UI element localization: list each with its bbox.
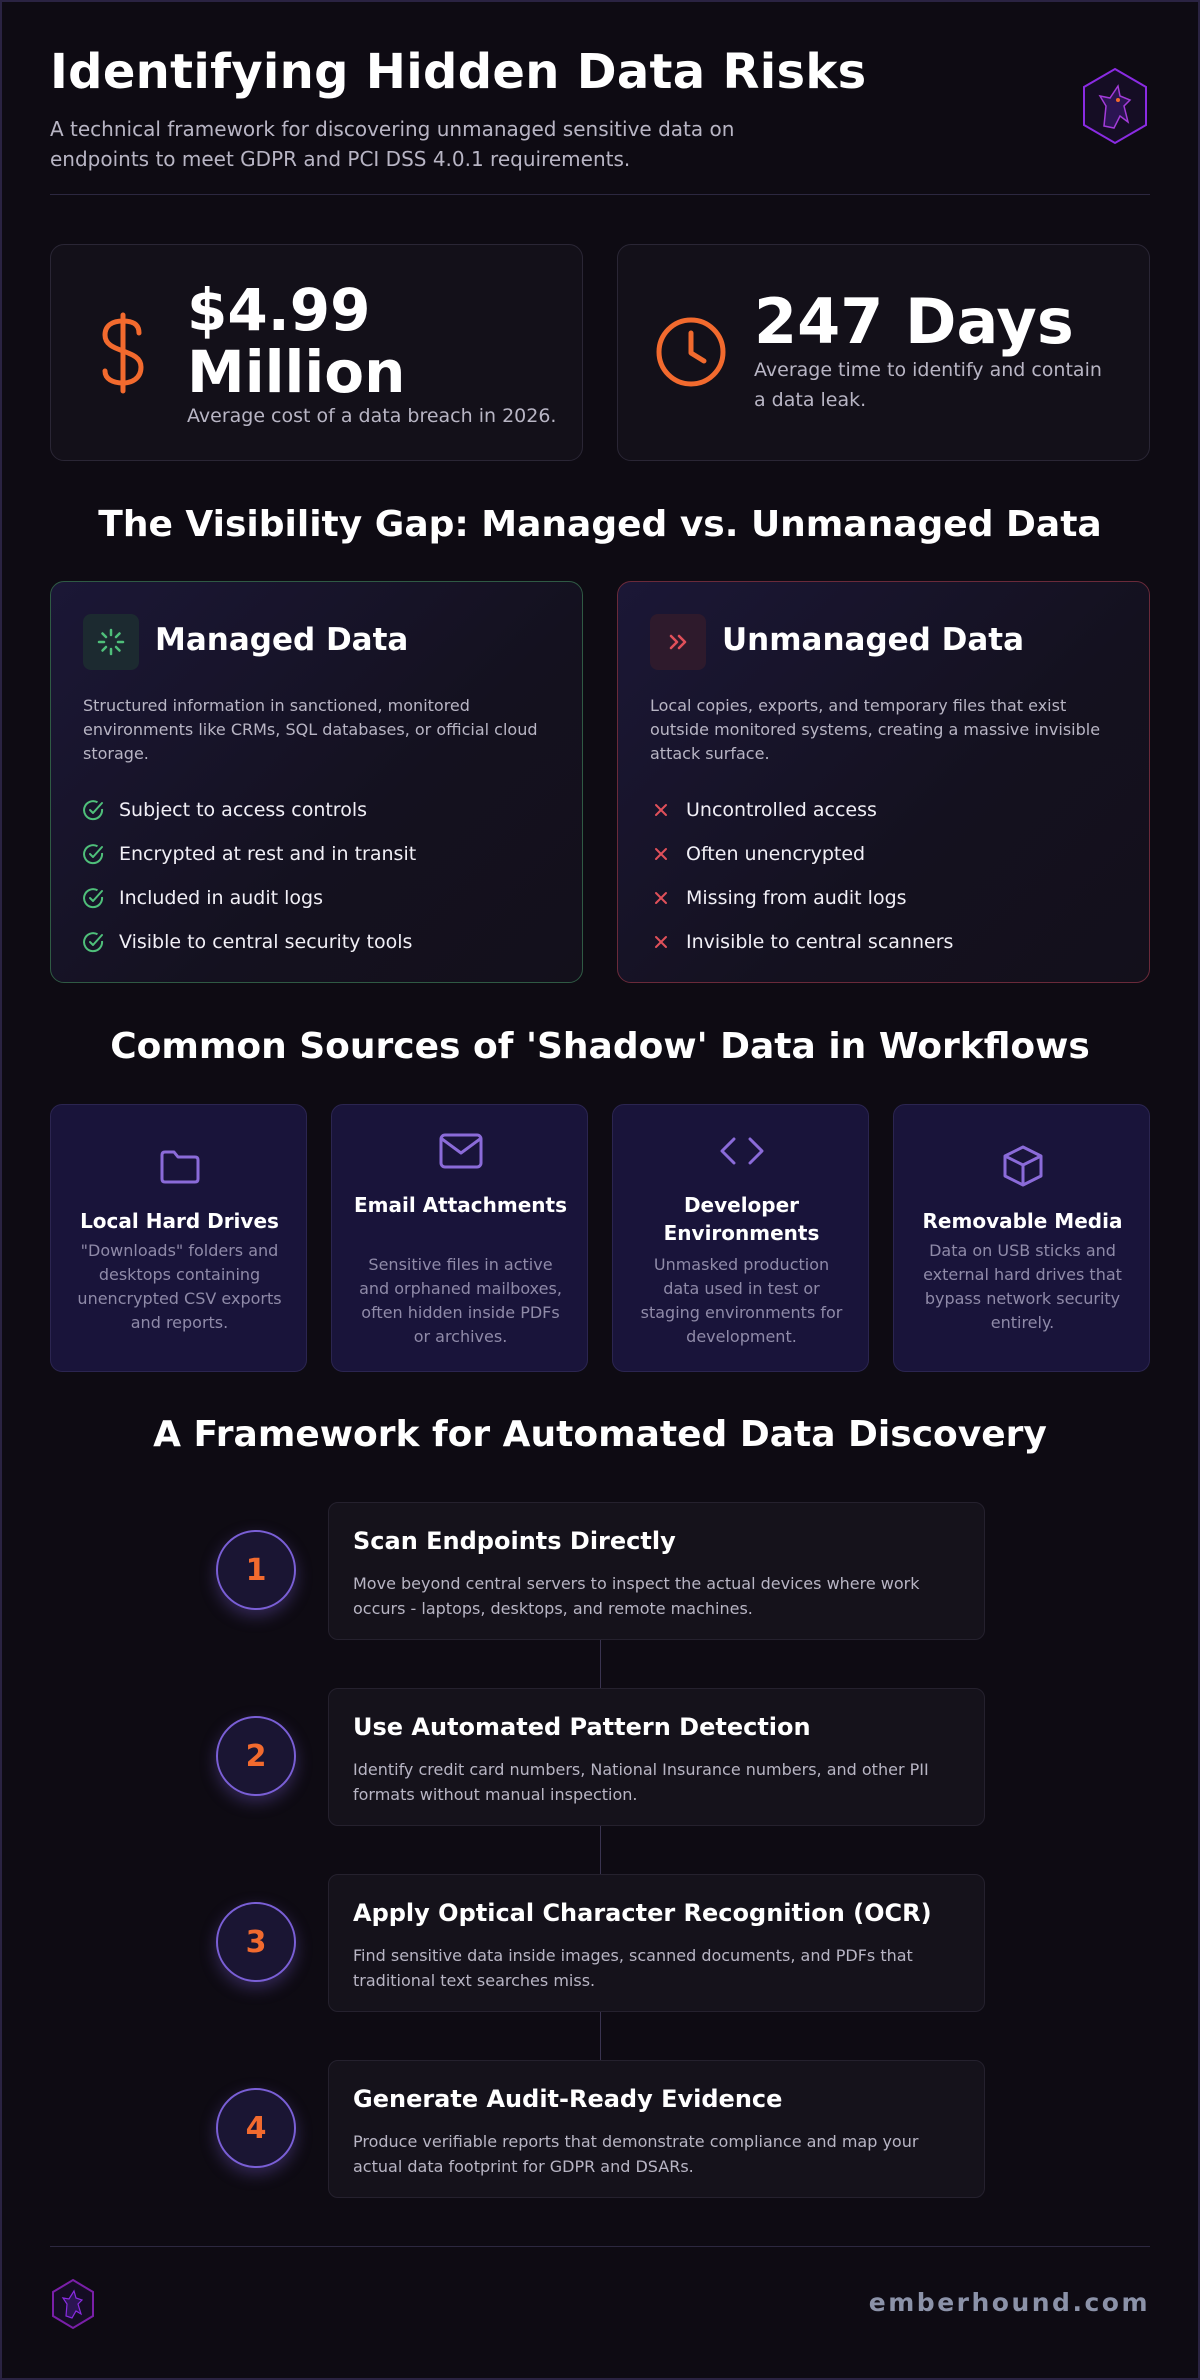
- managed-badge: [83, 614, 139, 670]
- header-divider: [50, 194, 1150, 195]
- source-title: Local Hard Drives: [80, 1209, 279, 1233]
- list-item-label: Invisible to central scanners: [686, 931, 954, 953]
- source-description: Sensitive files in active and orphaned mailboxes, often hidden inside PDFs or archives.: [359, 1255, 562, 1346]
- hound-logo-icon: [50, 2278, 96, 2330]
- unmanaged-title: Unmanaged Data: [722, 622, 1025, 658]
- timeline-line: [600, 1560, 601, 2140]
- source-title: Developer Environments: [663, 1193, 820, 1245]
- list-item: [83, 788, 553, 832]
- check-circle-icon: [83, 843, 105, 865]
- x-icon: [650, 799, 672, 821]
- step-title: Generate Audit-Ready Evidence: [353, 2085, 783, 2113]
- step-title: Scan Endpoints Directly: [353, 1527, 676, 1555]
- check-circle-icon: [83, 931, 105, 953]
- page-subtitle: A technical framework for discovering unmanaged sensitive data on endpoints to meet GDPR and PCI DSS 4.0.1 requirements.: [50, 117, 735, 171]
- clock-icon: [654, 315, 728, 389]
- box-icon: [894, 1143, 1151, 1189]
- list-item: [83, 876, 553, 920]
- list-item: [650, 876, 1120, 920]
- source-description: Unmasked production data used in test or staging environments for development.: [640, 1255, 843, 1346]
- check-circle-icon: [83, 887, 105, 909]
- visibility-gap-heading: The Visibility Gap: Managed vs. Unmanaged Data: [98, 504, 1102, 545]
- list-item-label: Often unencrypted: [686, 843, 866, 865]
- step-number-badge: 1: [216, 1530, 296, 1610]
- stat-value: $4.99 Million: [187, 276, 406, 406]
- unmanaged-data-card: [617, 581, 1150, 983]
- chevrons-right-icon: [665, 629, 691, 655]
- list-item-label: Encrypted at rest and in transit: [119, 843, 417, 865]
- stat-description: Average cost of a data breach in 2026.: [187, 405, 557, 427]
- framework-heading: A Framework for Automated Data Discovery: [153, 1414, 1047, 1455]
- step-description: Move beyond central servers to inspect the actual devices where work occurs - laptops, desktops, and remote machines.: [353, 1574, 920, 1618]
- x-icon: [650, 843, 672, 865]
- unmanaged-badge: [650, 614, 706, 670]
- source-title: Email Attachments: [354, 1193, 567, 1217]
- managed-title: Managed Data: [155, 622, 409, 658]
- step-card-scan-endpoints: [328, 1502, 985, 1640]
- list-item: [650, 788, 1120, 832]
- page-title: Identifying Hidden Data Risks: [50, 44, 867, 100]
- dollar-icon: [95, 309, 151, 397]
- step-number-badge: 2: [216, 1716, 296, 1796]
- list-item: [83, 920, 553, 964]
- folder-icon: [51, 1147, 308, 1187]
- step-card-ocr: [328, 1874, 985, 2012]
- list-item-label: Subject to access controls: [119, 799, 368, 821]
- x-icon: [650, 931, 672, 953]
- source-card-email: [331, 1104, 588, 1372]
- stat-card-breach-cost: [50, 244, 583, 461]
- step-title: Apply Optical Character Recognition (OCR): [353, 1899, 932, 1927]
- stat-card-detection-time: [617, 244, 1150, 461]
- footer-domain-link[interactable]: emberhound.com: [868, 2288, 1150, 2317]
- step-card-audit-evidence: [328, 2060, 985, 2198]
- footer-divider: [50, 2246, 1150, 2247]
- unmanaged-feature-list: [650, 788, 1120, 964]
- source-description: "Downloads" folders and desktops containing unencrypted CSV exports and reports.: [77, 1241, 282, 1332]
- list-item-label: Visible to central security tools: [119, 931, 413, 953]
- step-card-pattern-detection: [328, 1688, 985, 1826]
- source-card-local-drives: [50, 1104, 307, 1372]
- source-card-removable-media: [893, 1104, 1150, 1372]
- source-card-developer: [612, 1104, 869, 1372]
- hound-logo-icon: [1080, 66, 1150, 146]
- list-item-label: Uncontrolled access: [686, 799, 877, 821]
- managed-data-card: [50, 581, 583, 983]
- source-description: Data on USB sticks and external hard drives that bypass network security entirely.: [923, 1241, 1122, 1332]
- check-circle-icon: [83, 799, 105, 821]
- step-description: Produce verifiable reports that demonstrate compliance and map your actual data footprint for GDPR and DSARs.: [353, 2132, 919, 2176]
- managed-description: Structured information in sanctioned, monitored environments like CRMs, SQL databases, or official cloud storage.: [83, 696, 538, 763]
- list-item: [650, 832, 1120, 876]
- spinner-icon: [96, 627, 126, 657]
- list-item: [83, 832, 553, 876]
- mail-icon: [332, 1131, 589, 1171]
- step-number-badge: 3: [216, 1902, 296, 1982]
- list-item: [650, 920, 1120, 964]
- unmanaged-description: Local copies, exports, and temporary files that exist outside monitored systems, creating a massive invisible attack surface.: [650, 696, 1101, 763]
- step-description: Find sensitive data inside images, scanned documents, and PDFs that traditional text searches miss.: [353, 1946, 913, 1990]
- source-title: Removable Media: [922, 1209, 1123, 1233]
- stat-value: 247 Days: [754, 285, 1074, 358]
- step-description: Identify credit card numbers, National Insurance numbers, and other PII formats without manual inspection.: [353, 1760, 929, 1804]
- x-icon: [650, 887, 672, 909]
- stat-description: Average time to identify and contain a data leak.: [754, 359, 1102, 411]
- list-item-label: Missing from audit logs: [686, 887, 907, 909]
- code-icon: [613, 1133, 870, 1169]
- list-item-label: Included in audit logs: [119, 887, 323, 909]
- step-number-badge: 4: [216, 2088, 296, 2168]
- page-header: [50, 44, 1150, 194]
- shadow-data-heading: Common Sources of 'Shadow' Data in Workflows: [110, 1026, 1090, 1067]
- step-title: Use Automated Pattern Detection: [353, 1713, 811, 1741]
- managed-feature-list: [83, 788, 553, 964]
